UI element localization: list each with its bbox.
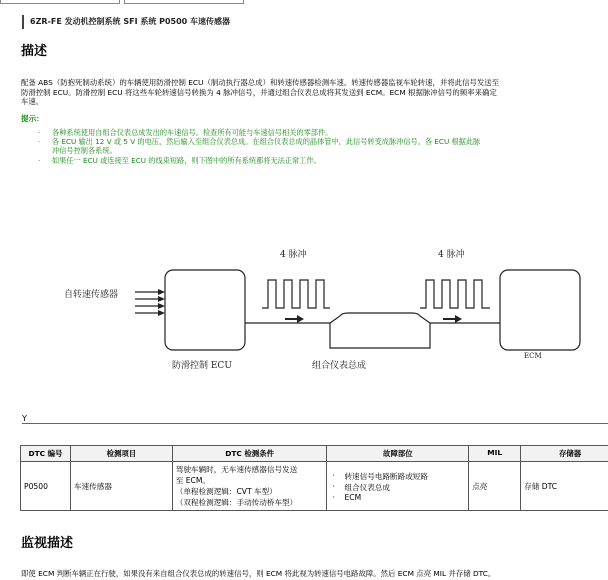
y-marker: Y — [22, 415, 608, 424]
bullet-dot: · — [332, 481, 335, 491]
mil-cell: 点亮 — [469, 462, 521, 511]
sensor-label: 自转速传感器 — [64, 290, 119, 300]
top-tab-2[interactable] — [124, 0, 244, 4]
trouble-area-list — [330, 471, 465, 502]
ecm-label: ECM — [524, 352, 542, 360]
bullet-dot: · — [38, 128, 41, 137]
description-paragraph — [21, 78, 608, 107]
hint-bullet — [38, 155, 608, 165]
bullet-dot: · — [332, 492, 335, 502]
bullet-dot: · — [38, 137, 41, 147]
condition-line: （单程检测逻辑：CVT 车型） — [175, 487, 277, 496]
input-arrowhead-4 — [158, 310, 165, 316]
hint-bullet — [38, 137, 608, 156]
input-arrowhead-3 — [158, 303, 165, 309]
paragraph-line: 防滑控制 ECU。防滑控制 ECU 将这些车轮转速信号转换为 4 脉冲信号，并通过组合仪表总成将其发送到 ECM。ECM 根据脉冲信号的频率来确定 — [21, 87, 497, 97]
list-item — [330, 482, 465, 493]
bullet-dot: · — [332, 470, 335, 480]
trouble-area-text: 转速信号电路断路或短路 — [344, 471, 428, 481]
pulse-train-1 — [262, 280, 330, 308]
input-arrowhead-1 — [158, 289, 165, 295]
col-header-dtc-code: DTC 编号 — [21, 446, 71, 462]
bullet-dot: · — [38, 155, 41, 165]
direction-arrow-1-head — [297, 315, 304, 323]
vehicle-speed-signal-diagram — [0, 240, 608, 390]
col-header-detection-condition: DTC 检测条件 — [172, 446, 327, 462]
dtc-table — [20, 445, 608, 511]
input-arrowhead-2 — [158, 296, 165, 302]
col-header-mil: MIL — [469, 446, 521, 462]
bullet-line: 如果任一 ECU 或连接至 ECU 的线束短路，则下图中的所有系统都将无法正常工作。 — [52, 155, 321, 165]
hint-bullet — [38, 128, 608, 137]
col-header-memory: 存储器 — [521, 446, 608, 462]
bullet-line: 各种系统使用自组合仪表总成发出的车速信号。检查所有可能与车速信号相关的零部件。 — [52, 128, 333, 137]
abs-ecu-label: 防滑控制 ECU — [172, 361, 232, 371]
memory-cell: 存储 DTC — [521, 462, 608, 511]
table-row — [21, 462, 608, 511]
list-item — [330, 493, 465, 502]
monitor-description-text: 即使 ECM 判断车辆正在行驶，如果没有来自组合仪表总成的转速信号，则 ECM 将此视为转速信号电路故障。然后 ECM 点亮 MIL 并存储 DTC。 — [21, 569, 496, 578]
combination-meter-label: 组合仪表总成 — [312, 361, 367, 371]
bullet-line: 各 ECU 输出 12 V 或 5 V 的电压，然后输入至组合仪表总成。在组合仪表总成的晶体管中，此信号转变成脉冲信号。各 ECU 根据此脉 — [52, 137, 481, 147]
top-tab-1[interactable] — [0, 0, 120, 4]
paragraph-line: 车速。 — [21, 97, 44, 107]
dtc-table-header-row — [21, 446, 608, 462]
bullet-line: 冲信号控制各系统。 — [52, 146, 117, 156]
trouble-area-text: ECM — [344, 492, 362, 502]
detection-condition-cell — [172, 462, 327, 511]
condition-line: 至 ECM。 — [175, 476, 211, 485]
detection-item-cell: 车速传感器 — [70, 462, 172, 511]
direction-arrow-2-shaft — [443, 318, 455, 320]
paragraph-line: 配备 ABS（防抱死制动系统）的车辆使用防滑控制 ECU（制动执行器总成）和转速传感器检测车速。转速传感器监视车轮转速，并将此信号发送至 — [21, 78, 500, 87]
direction-arrow-2-head — [455, 315, 462, 323]
pulse-label-1: 4 脉冲 — [280, 250, 307, 260]
ecm-box — [500, 270, 580, 350]
breadcrumb: 6ZR-FE 发动机控制系统 SFI 系统 P0500 车速传感器 — [22, 15, 230, 29]
description-heading: 描述 — [21, 44, 48, 59]
col-header-trouble-area: 故障部位 — [327, 446, 469, 462]
trouble-area-cell — [327, 462, 469, 511]
condition-line: 驾驶车辆时，无车速传感器信号发送 — [175, 465, 298, 474]
abs-ecu-box — [165, 270, 245, 350]
combination-meter-shape — [330, 313, 430, 348]
list-item — [330, 471, 465, 482]
hint-label: 提示： — [21, 114, 44, 123]
pulse-label-2: 4 脉冲 — [438, 250, 465, 260]
top-tab-strip — [0, 0, 608, 4]
diagram-graphic — [0, 240, 608, 390]
hint-bullet-list — [38, 128, 608, 165]
direction-arrow-1-shaft — [285, 318, 297, 320]
trouble-area-text: 组合仪表总成 — [344, 482, 391, 492]
col-header-detection-item: 检测项目 — [70, 446, 172, 462]
monitor-description-heading: 监视描述 — [21, 536, 74, 551]
dtc-code-cell: P0500 — [21, 462, 71, 511]
pulse-train-2 — [420, 280, 490, 308]
condition-line: （双程检测逻辑：手动传动桥车型） — [175, 498, 298, 507]
